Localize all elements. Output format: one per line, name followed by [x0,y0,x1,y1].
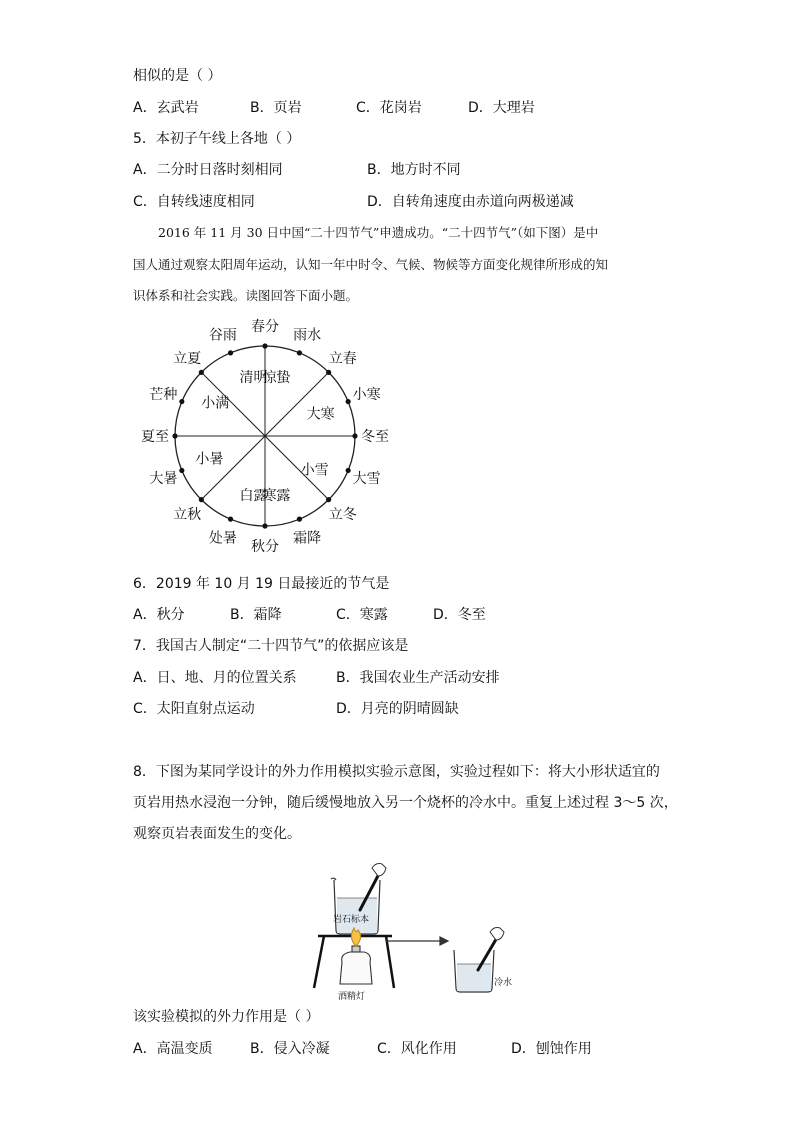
q7-stem: 7．我国古人制定“二十四节气”的依据应该是 [133,638,409,654]
q4-stem-tail: 相似的是（ ） [133,68,222,84]
q6-stem: 6．2019 年 10 月 19 日最接近的节气是 [133,576,390,592]
q7-option-b: B．我国农业生产活动安排 [336,670,500,686]
hot-hand [372,864,386,877]
q8-option-c: C．风化作用 [377,1041,457,1057]
outer-term-label: 立秋 [173,506,202,523]
term-dot [199,370,204,375]
q4-option-c: C．花岗岩 [356,100,422,116]
q6-option-c: C．寒露 [336,607,388,623]
outer-term-label: 大暑 [149,471,178,488]
outer-term-label: 雨水 [293,327,322,344]
inner-term-label: 小雪 [300,462,329,479]
q6-option-a: A．秋分 [133,607,185,623]
term-dot [199,497,204,502]
q4-option-a: A．玄武岩 [133,100,199,116]
outer-term-label: 立冬 [328,506,357,523]
inner-term-label: 小暑 [195,451,224,468]
label-rock-sample: 岩石标本 [333,915,370,925]
passage-line-3: 识体系和社会实践。读图回答下面小题。 [133,288,359,303]
term-dot [346,399,351,404]
term-dot [297,517,302,522]
q8-option-d: D．刨蚀作用 [511,1041,592,1057]
term-dot [326,497,331,502]
inner-term-label: 清明 [239,370,268,387]
passage-line-2: 国人通过观察太阳周年运动，认知一年中时令、气候、物候等方面变化规律所形成的知 [133,257,609,272]
cold-beaker [454,950,494,992]
term-dot [179,399,184,404]
passage-line-1: 2016 年 11 月 30 日中国“二十四节气”申遗成功。“二十四节气”（如下图）是中 [158,225,599,240]
q5-option-b: B．地方时不同 [367,162,461,178]
outer-term-label: 芒种 [149,386,178,403]
term-dot [172,433,177,438]
outer-term-label: 立春 [328,351,357,368]
label-cold-water: 冷水 [494,978,513,988]
experiment-figure [300,858,525,1004]
q5-option-d: D．自转角速度由赤道向两极递减 [367,194,574,210]
q4-option-b: B．页岩 [250,100,302,116]
q8-stem: 该实验模拟的外力作用是（ ） [133,1009,320,1025]
term-dot [262,343,267,348]
q8-line-3: 观察页岩表面发生的变化。 [133,826,301,842]
solar-terms-diagram [128,318,404,554]
term-dot [297,350,302,355]
inner-term-label: 大寒 [306,406,335,423]
q7-option-c: C．太阳直射点运动 [133,701,255,717]
term-dot [346,468,351,473]
inner-term-label: 小满 [201,395,230,412]
q6-option-d: D．冬至 [433,607,486,623]
term-dot [179,468,184,473]
term-dot [352,433,357,438]
q6-option-b: B．霜降 [230,607,282,623]
q5-option-a: A．二分时日落时刻相同 [133,162,283,178]
q5-option-c: C．自转线速度相同 [133,194,255,210]
outer-term-label: 处暑 [208,530,237,547]
q8-option-a: A．高温变质 [133,1041,213,1057]
outer-term-label: 小寒 [352,386,381,403]
term-dot [228,350,233,355]
inner-term-label: 惊蛰 [262,370,291,387]
outer-term-label: 秋分 [251,539,279,554]
outer-term-label: 春分 [251,319,279,335]
inner-term-label: 白露 [239,487,268,504]
q7-option-d: D．月亮的阴晴圆缺 [336,701,459,717]
outer-term-label: 大雪 [352,471,381,488]
q5-stem: 5．本初子午线上各地（ ） [133,131,301,147]
inner-term-label: 寒露 [262,487,291,504]
q4-option-d: D．大理岩 [468,100,535,116]
label-alcohol-lamp: 酒精灯 [338,992,366,1002]
q8-option-b: B．侵入冷凝 [250,1041,330,1057]
q8-line-1: 8．下图为某同学设计的外力作用模拟实验示意图，实验过程如下：将大小形状适宜的 [133,764,660,780]
process-arrow [386,937,448,945]
cold-hand [490,928,504,941]
q8-line-2: 页岩用热水浸泡一分钟，随后缓慢地放入另一个烧杯的冷水中。重复上述过程 3～5 次， [133,795,678,811]
term-dot [228,517,233,522]
outer-term-label: 立夏 [173,351,202,368]
term-dot [326,370,331,375]
outer-term-label: 谷雨 [208,327,237,344]
outer-term-label: 夏至 [141,429,169,445]
term-dot [262,523,267,528]
q7-option-a: A．日、地、月的位置关系 [133,670,297,686]
outer-term-label: 冬至 [361,429,389,445]
outer-term-label: 霜降 [293,530,322,547]
